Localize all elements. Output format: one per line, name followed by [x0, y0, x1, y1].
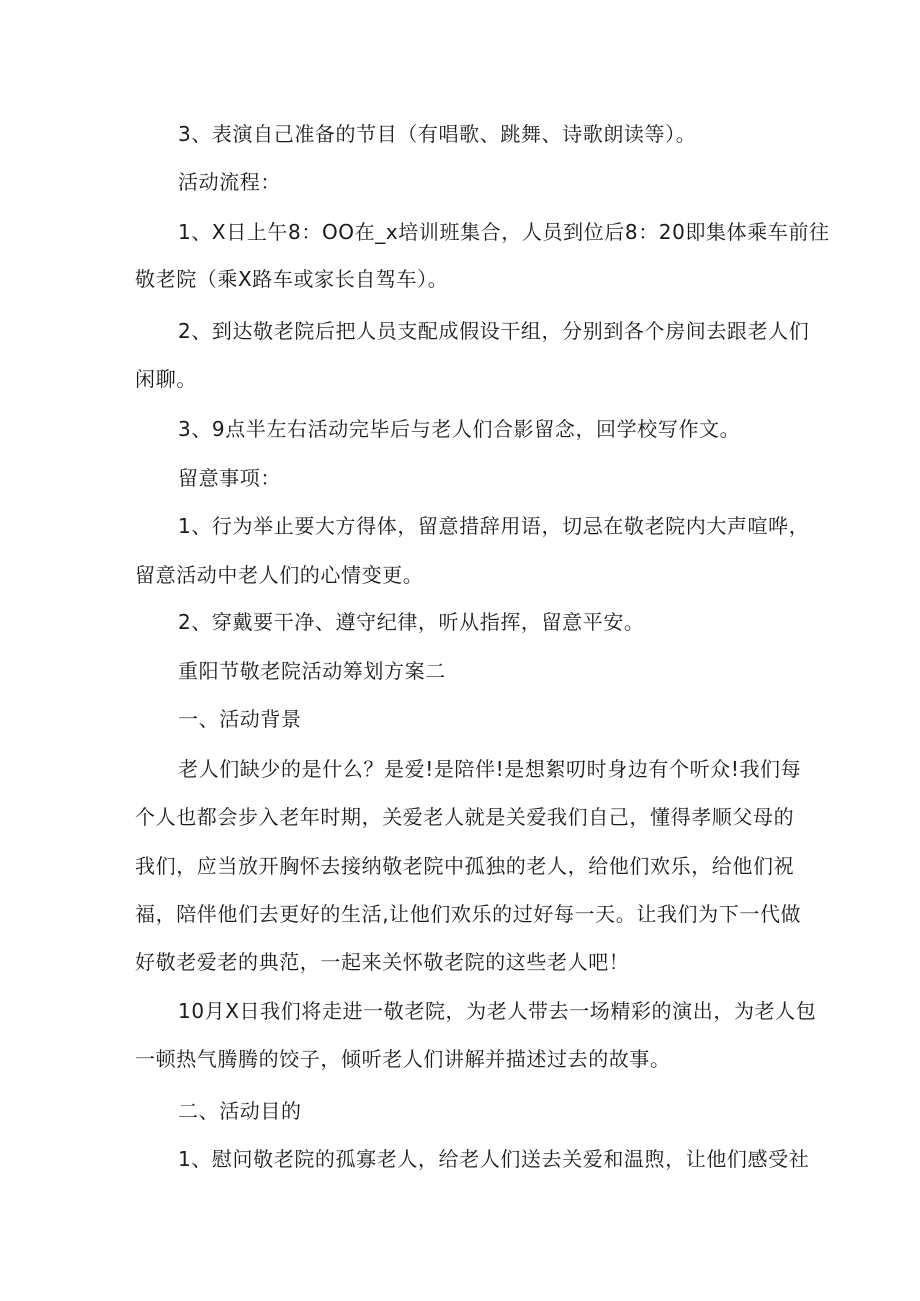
paragraph-line: 敬老院（乘X路车或家长自驾车）。 [135, 267, 449, 291]
paragraph-line: 1、行为举止要大方得体，留意措辞用语，切忌在敬老院内大声喧哗， [178, 514, 810, 538]
paragraph-line: 一顿热气腾腾的饺子，倾听老人们讲解并描述过去的故事。 [135, 1047, 671, 1071]
paragraph-line: 1、X日上午8：OO在_x培训班集合，人员到位后8：20即集体乘车前往 [178, 220, 830, 244]
paragraph-line: 我们，应当放开胸怀去接纳敬老院中孤独的老人，给他们欢乐，给他们祝 [135, 854, 795, 878]
paragraph-line: 老人们缺少的是什么？是爱!是陪伴!是想絮叨时身边有个听众!我们每 [178, 757, 802, 781]
paragraph-line: 1、慰问敬老院的孤寡老人，给老人们送去关爱和温煦，让他们感受社 [178, 1147, 810, 1171]
paragraph-line: 3、9点半左右活动完毕后与老人们合影留念，回学校写作文。 [178, 417, 741, 441]
paragraph-line: 2、穿戴要干净、遵守纪律，听从指挥，留意平安。 [178, 610, 645, 634]
paragraph-line: 留意活动中老人们的心情变更。 [135, 563, 424, 587]
paragraph-line: 福，陪伴他们去更好的生活,让他们欢乐的过好每一天。让我们为下一代做 [135, 902, 802, 926]
paragraph-line: 3、表演自己准备的节目（有唱歌、跳舞、诗歌朗读等）。 [178, 122, 697, 146]
section-heading-notes: 留意事项： [178, 466, 281, 490]
paragraph-line: 好敬老爱老的典范，一起来关怀敬老院的这些老人吧！ [135, 950, 630, 974]
document-subtitle: 重阳节敬老院活动筹划方案二 [178, 659, 446, 683]
section-heading-activity-process: 活动流程： [178, 170, 281, 194]
paragraph-line: 2、到达敬老院后把人员支配成假设干组，分别到各个房间去跟老人们 [178, 319, 810, 343]
section-heading-background: 一、活动背景 [178, 707, 302, 731]
section-heading-purpose: 二、活动目的 [178, 1099, 302, 1123]
paragraph-line: 个人也都会步入老年时期，关爱老人就是关爱我们自己，懂得孝顺父母的 [135, 805, 795, 829]
paragraph-line: 闲聊。 [135, 367, 197, 391]
paragraph-line: 10月X日我们将走进一敬老院，为老人带去一场精彩的演出，为老人包 [178, 999, 817, 1023]
